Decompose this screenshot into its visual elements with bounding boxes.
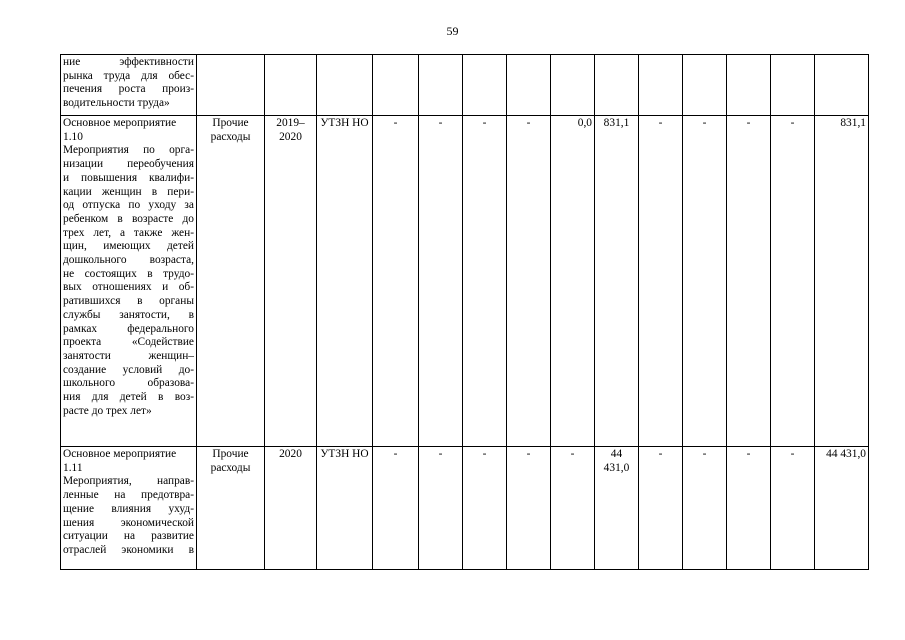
activity-description <box>61 55 197 116</box>
description-line: Мероприятия, направ- <box>63 475 194 488</box>
cost-type-cell: Прочие расходы <box>197 447 265 570</box>
description-line: трех лет, а также жен- <box>63 226 194 239</box>
description-line: ния для детей в воз- <box>63 391 194 404</box>
description-line: расте до трех лет» <box>63 404 152 417</box>
value-cell: - <box>639 116 683 447</box>
description-line: 1.10 <box>63 130 83 143</box>
value-cell: 44 431,0 <box>595 447 639 570</box>
value-cell: 831,1 <box>595 116 639 447</box>
description-line: Основное мероприятие <box>63 448 177 460</box>
value-cell <box>771 55 815 116</box>
value-cell <box>639 55 683 116</box>
executor-cell: УТЗН НО <box>317 447 373 570</box>
description-line: отраслей экономики в <box>63 543 194 556</box>
value-cell: - <box>771 116 815 447</box>
value-cell: 0,0 <box>551 116 595 447</box>
total-cell <box>815 55 869 116</box>
value-cell: - <box>507 447 551 570</box>
description-line: создание условий до- <box>63 363 194 376</box>
value-cell: - <box>419 116 463 447</box>
description-line: Основное мероприятие <box>63 117 177 129</box>
description-line: ситуации на развитие <box>63 530 194 543</box>
value-cell: - <box>551 447 595 570</box>
value-cell: - <box>639 447 683 570</box>
description-line: щение влияния ухуд- <box>63 502 194 515</box>
value-cell: - <box>463 447 507 570</box>
description-line: водительности труда» <box>63 97 170 110</box>
description-line: не состоящих в трудо- <box>63 267 194 280</box>
executor-cell: УТЗН НО <box>317 116 373 447</box>
years-cell: 2019–2020 <box>265 116 317 447</box>
value-cell: - <box>771 447 815 570</box>
value-cell: - <box>683 116 727 447</box>
description-line: службы занятости, в <box>63 308 194 321</box>
description-line: од отпуска по уходу за <box>63 199 194 212</box>
years-cell <box>265 55 317 116</box>
table-row <box>61 447 869 570</box>
value-cell <box>507 55 551 116</box>
value-cell: - <box>373 116 419 447</box>
value-cell: - <box>463 116 507 447</box>
description-line: проекта «Содействие <box>63 336 194 349</box>
description-line: шения экономической <box>63 516 194 529</box>
description-line: школьного образова- <box>63 377 194 390</box>
description-line: и повышения квалифи- <box>63 171 194 184</box>
description-line: занятости женщин– <box>63 349 194 362</box>
activity-description <box>61 447 197 570</box>
years-cell: 2020 <box>265 447 317 570</box>
value-cell <box>419 55 463 116</box>
budget-table <box>60 54 869 570</box>
value-cell: - <box>419 447 463 570</box>
description-line: дошкольного возраста, <box>63 254 194 267</box>
description-line: ребенком в возрасте до <box>63 212 194 225</box>
value-cell: - <box>683 447 727 570</box>
description-line: ленные на предотвра- <box>63 489 194 502</box>
value-cell: - <box>373 447 419 570</box>
description-line: рынка труда для обес- <box>63 69 194 82</box>
table-row <box>61 55 869 116</box>
executor-cell <box>317 55 373 116</box>
description-line: ние эффективности <box>63 56 194 68</box>
cost-type-cell <box>197 55 265 116</box>
value-cell: - <box>727 116 771 447</box>
description-line: рамках федерального <box>63 322 194 335</box>
description-line: щин, имеющих детей <box>63 240 194 253</box>
cost-type-cell: Прочие расходы <box>197 116 265 447</box>
value-cell <box>551 55 595 116</box>
description-line: вых отношениях и об- <box>63 281 194 294</box>
activity-description <box>61 116 197 447</box>
value-cell <box>683 55 727 116</box>
table-row <box>61 116 869 447</box>
description-line: ратившихся в органы <box>63 295 194 308</box>
description-line: печения роста произ- <box>63 83 194 96</box>
total-cell: 831,1 <box>815 116 869 447</box>
description-line: Мероприятия по орга- <box>63 144 194 157</box>
description-line: низации переобучения <box>63 158 194 171</box>
value-cell: - <box>507 116 551 447</box>
page-number: 59 <box>446 24 459 38</box>
value-cell <box>463 55 507 116</box>
value-cell <box>595 55 639 116</box>
value-cell: - <box>727 447 771 570</box>
value-cell <box>373 55 419 116</box>
value-cell <box>727 55 771 116</box>
total-cell: 44 431,0 <box>815 447 869 570</box>
description-line: кации женщин в пери- <box>63 185 194 198</box>
description-line: 1.11 <box>63 461 83 474</box>
